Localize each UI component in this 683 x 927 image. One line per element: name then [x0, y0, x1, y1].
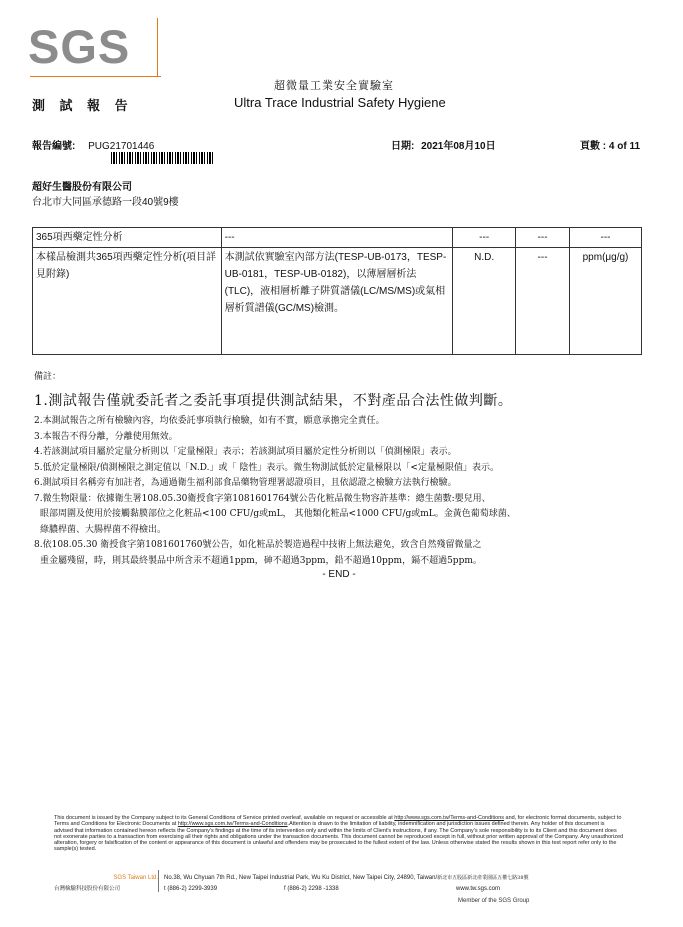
note-8-cont: 重金屬殘留，時，則其最終製品中所含汞不超過1ppm，砷不超過3ppm，鉛不超過10ppm，鎘不超過5ppm。: [40, 555, 482, 566]
member-of-sgs-group: Member of the SGS Group: [458, 898, 530, 904]
company-address-zh: 新北市五股區新北產業園區五權七路38號: [437, 875, 529, 881]
report-number: [32, 137, 154, 152]
footer-line-2: [54, 884, 624, 892]
note-7-cont: 眼部周圍及使用於接觸黏膜部位之化粧品<100 CFU/g或mL， 其他類化粧品<1000 CFU/g或mL。金黃色葡萄球菌、: [40, 509, 516, 519]
note-8: 8.依108.05.30 衛授食字第1081601760號公告，如化粧品於製造過程中技術上無法避免，致含自然殘留微量之: [34, 540, 482, 550]
company-address-en: No.38, Wu Chyuan 7th Rd., New Taipei Industrial Park, Wu Ku District, New Taipei City, 24890, Taiwan/: [164, 875, 438, 881]
note-7: 7.微生物限量：依據衛生署108.05.30衛授食字第1081601764號公告化粧品微生物容許基準：總生菌數:嬰兒用、: [34, 493, 491, 504]
page-count-value: 4 of 11: [608, 141, 641, 152]
terms-link[interactable]: http://www.sgs.com.tw/Terms-and-Conditions: [394, 815, 504, 821]
footer-line-1: [54, 874, 624, 881]
telephone: t (886-2) 2299-3939: [164, 886, 218, 892]
note-4: 4.若該測試項目屬於定量分析則以「定量極限」表示；若該測試項目屬於定性分析則以「偵測極限」表示。: [34, 447, 457, 457]
report-label: 測 試 報 告: [32, 99, 133, 114]
table-row: [33, 228, 642, 248]
note-6: 6.測試項目名稱旁有加註者，為通過衛生福利部食品藥物管理署認證項目，且依認證之檢驗方法執行檢驗。: [34, 478, 457, 488]
table-cell: ---: [221, 228, 453, 248]
website[interactable]: www.tw.sgs.com: [456, 886, 501, 892]
disclaimer-text: This document is issued by the Company subject to its General Conditions of Service printed overleaf, available on request or accessible at: [54, 815, 395, 821]
legal-disclaimer: [54, 815, 624, 853]
unit-cell: ppm(μg/g): [570, 248, 642, 355]
results-table: [32, 227, 642, 355]
logo-divider-vertical: [157, 18, 158, 77]
test-method-cell: 本測試依實驗室內部方法(TESP-UB-0173，TESP-UB-0181，TESP-UB-0182)，以薄層層析法(TLC)，液相層析離子阱質譜儀(LC/MS/MS)或氣相層析質譜儀(GC/MS)檢測。: [221, 248, 453, 355]
note-3: 3.本報告不得分離，分離使用無效。: [34, 431, 178, 442]
electronic-terms-link[interactable]: http://www.sgs.com.tw/Terms-and-Conditions: [177, 821, 288, 828]
report-date-label: 日期:: [391, 141, 415, 152]
end-marker: - END -: [322, 569, 356, 580]
notes-section: [34, 369, 654, 580]
fax: f (886-2) 2298 -1338: [284, 886, 339, 892]
logo-divider-horizontal: [30, 76, 161, 77]
note-2: 2.本測試報告之所有檢驗內容，均依委託事項執行檢驗，如有不實，願意承擔完全責任。: [34, 416, 385, 426]
lab-name-en: Ultra Trace Industrial Safety Hygiene: [234, 95, 446, 110]
table-cell: ---: [516, 228, 570, 248]
company-name-en: SGS Taiwan Ltd.: [113, 875, 158, 881]
page-count-label: 頁數 :: [580, 141, 607, 152]
note-5: 5.低於定量極限/偵測極限之測定值以「N.D.」或「 陰性」表示。微生物測試低於定量極限以「<定量極限值」表示。: [34, 462, 499, 473]
report-number-value: PUG21701446: [88, 141, 155, 152]
report-date-value: 2021年08月10日: [421, 141, 496, 152]
client-name: 超好生醫股份有限公司: [32, 182, 132, 193]
report-date: [391, 137, 496, 152]
sgs-logo-text: SGS: [28, 20, 131, 73]
page-count: [580, 137, 640, 152]
table-row: [33, 248, 642, 355]
lab-name-zh: 超微量工業安全實驗室: [274, 79, 394, 92]
limit-cell: ---: [516, 248, 570, 355]
disclaimer-text: and, for electronic format documents, subject to Terms and Conditions for Electronic Documents at: [54, 815, 622, 828]
test-item-cell: 本樣品檢測共365項西藥定性分析(項目詳見附錄): [33, 248, 222, 355]
note-1: 1.測試報告僅就委託者之委託事項提供測試結果，不對產品合法性做判斷。: [34, 393, 513, 409]
result-cell: N.D.: [453, 248, 516, 355]
company-name-zh: 台灣檢驗科技股份有限公司: [54, 886, 121, 892]
client-address: 台北市大同區承德路一段40號9樓: [32, 197, 179, 208]
report-number-label: 報告編號:: [32, 141, 76, 152]
barcode: [111, 152, 215, 164]
note-7-cont: 綠膿桿菌、大腸桿菌不得檢出。: [40, 524, 167, 535]
table-cell: ---: [570, 228, 642, 248]
disclaimer-text: .Attention is drawn to the limitation of liability, indemnification and jurisdiction issues defined therein. Any holder of this document is advised that information contained hereon reflects the Company's findings at the time of its intervention only and within the limits of Client's instructions, if any. The Company's sole responsibility is to its Client and this document does not exonerate parties to a transaction from exercising all their rights and obligations under the transaction documents. This document cannot be reproduced except in full, without prior written approval of the Company. Any unauthorized alteration, forgery or falsification of the content or appearance of this document is unlawful and offenders may be prosecuted to the fullest extent of the law. Unless otherwise stated the results shown in this test report refer only to the sample(s) tested.: [54, 821, 624, 853]
table-cell: 365項西藥定性分析: [33, 228, 222, 248]
table-cell: ---: [453, 228, 516, 248]
notes-title: 備註：: [34, 372, 62, 382]
